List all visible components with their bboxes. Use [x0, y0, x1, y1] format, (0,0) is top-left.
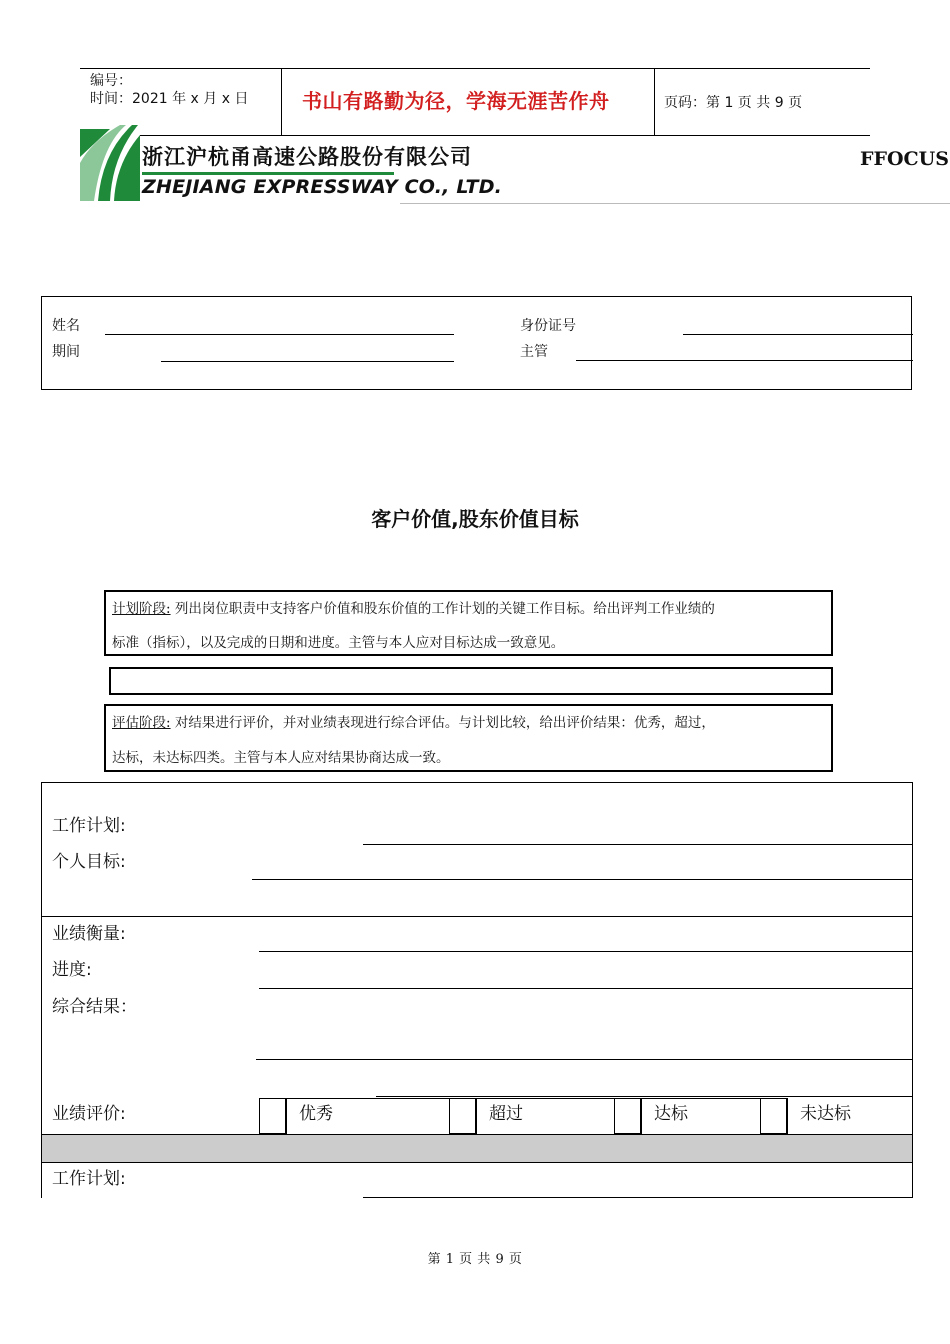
- rating-label: 业绩评价:: [52, 1104, 126, 1124]
- blank-box: [109, 667, 833, 695]
- document-date: 时间：2021 年 x 月 x 日: [90, 91, 249, 107]
- work-plan-label-2: 工作计划:: [52, 1169, 126, 1189]
- evaluation-form: [41, 782, 913, 1198]
- supervisor-field[interactable]: [576, 360, 913, 361]
- overall-result-label: 综合结果：: [52, 997, 137, 1017]
- work-plan-label: 工作计划:: [52, 816, 126, 836]
- eval-stage-box: [104, 704, 833, 772]
- rating-meet-checkbox[interactable]: [614, 1098, 642, 1134]
- page-footer: 第 1 页 共 9 页: [427, 1252, 523, 1267]
- section-divider-bar: [42, 1134, 912, 1163]
- rating-excellent-checkbox[interactable]: [259, 1098, 287, 1134]
- header-right-tag: FFOCUS: [860, 148, 949, 170]
- eval-stage-text-2: 达标，未达标四类。主管与本人应对结果协商达成一致。: [112, 750, 450, 766]
- period-field[interactable]: [161, 361, 454, 362]
- id-number-field[interactable]: [683, 334, 913, 335]
- work-plan-field[interactable]: [363, 844, 913, 845]
- logo-english-name: ZHEJIANG EXPRESSWAY CO., LTD.: [142, 176, 503, 198]
- progress-field[interactable]: [259, 988, 913, 989]
- header-motto: 书山有路勤为径，学海无涯苦作舟: [302, 89, 610, 113]
- company-logo: [80, 123, 503, 203]
- name-field[interactable]: [105, 334, 454, 335]
- name-label: 姓名: [52, 318, 80, 334]
- plan-stage-text-1: 列出岗位职责中支持客户价值和股东价值的工作计划的关键工作目标。给出评判工作业绩的: [170, 601, 715, 617]
- header-page-info: 页码：第 1 页 共 9 页: [664, 95, 803, 111]
- period-label: 期间: [52, 344, 80, 360]
- document-code-label: 编号：: [90, 73, 132, 89]
- section-title: 客户价值,股东价值目标: [371, 507, 579, 531]
- eval-stage-lead: 评估阶段:: [112, 715, 171, 731]
- measure-label: 业绩衡量:: [52, 924, 126, 944]
- rating-exceed-label: 超过: [489, 1104, 523, 1124]
- plan-stage-box: [104, 590, 833, 656]
- employee-info-box: [41, 296, 912, 390]
- supervisor-label: 主管: [520, 344, 548, 360]
- personal-goal-label: 个人目标:: [52, 852, 126, 872]
- rating-below-checkbox[interactable]: [760, 1098, 788, 1134]
- highway-logo-icon: [80, 123, 140, 201]
- plan-stage-lead: 计划阶段:: [112, 601, 171, 617]
- rating-meet-label: 达标: [654, 1104, 688, 1124]
- rating-excellent-label: 优秀: [299, 1104, 333, 1124]
- rating-below-label: 未达标: [800, 1104, 851, 1124]
- progress-label: 进度:: [52, 960, 92, 980]
- id-number-label: 身份证号: [520, 318, 576, 334]
- overall-result-field[interactable]: [256, 1059, 913, 1060]
- measure-field[interactable]: [259, 951, 913, 952]
- personal-goal-field[interactable]: [252, 879, 913, 880]
- rating-exceed-checkbox[interactable]: [449, 1098, 477, 1134]
- eval-stage-text-1: 对结果进行评价，并对业绩表现进行综合评估。与计划比较，给出评价结果：优秀，超过，: [170, 715, 715, 731]
- plan-stage-text-2: 标准（指标），以及完成的日期和进度。主管与本人应对目标达成一致意见。: [112, 635, 565, 651]
- logo-chinese-name: 浙江沪杭甬高速公路股份有限公司: [142, 145, 472, 169]
